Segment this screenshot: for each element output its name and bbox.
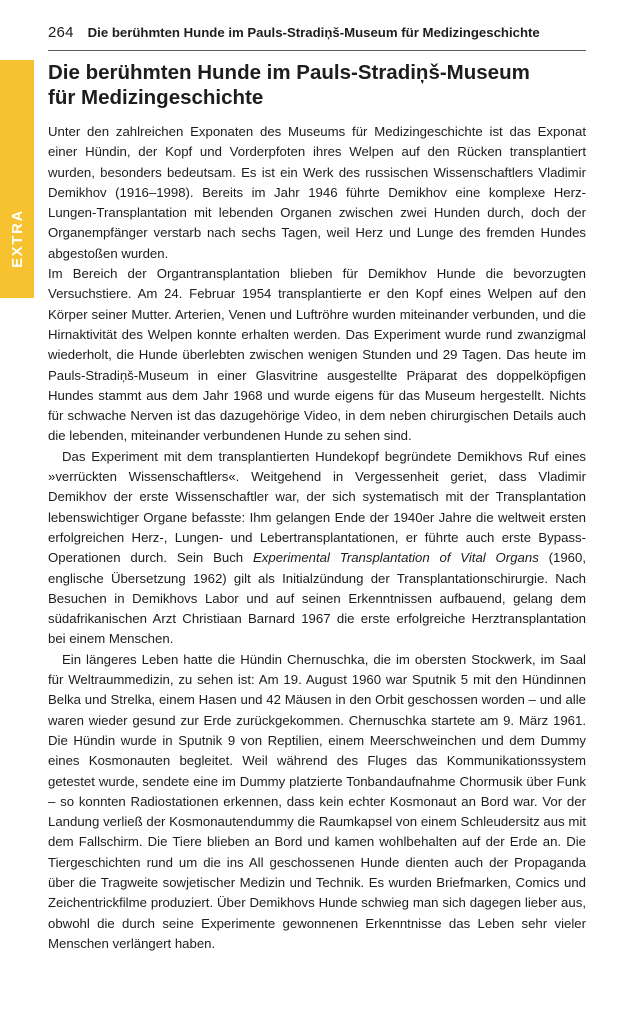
page-number: 264 [48,24,74,41]
paragraph-1: Unter den zahlreichen Exponaten des Museums für Medizingeschichte ist das Exponat einer Hündin, der Kopf und Vorderpfoten ihres Welpen auf den Rücken transplantiert wurden, besonders bedeutsam. Es ist ein Werk des russischen Wissenschaftlers Vladimir Demikhov (1916–1998). Bereits im Jahr 1946 führte Demikhov eine komplexe Herz-Lungen-Transplantation mit lebenden Organen zwischen zwei Hunden durch, doch der Organempfänger verstarb nach sechs Tagen, weil Herz und Lunge des fremden Hundes abgestoßen wurden. [48,124,586,261]
title-line-2: für Medizingeschichte [48,86,264,109]
extra-tab-label-wrapper [0,198,34,278]
book-title: Experimental Transplantation of Vital Organs [252,550,539,566]
paragraph-3 [48,447,586,650]
page-header [48,24,586,51]
running-head: Die berühmten Hunde im Pauls-Stradiņš-Museum für Medizingeschichte [87,25,540,40]
title-line-1: Die berühmten Hunde im Pauls-Stradiņš-Museum [48,61,530,84]
paragraph-4: Ein längeres Leben hatte die Hündin Chernuschka, die im obersten Stockwerk, im Saal für Weltraummedizin, zu sehen ist: Am 19. August 1960 war Sputnik 5 mit den Hündinnen Belka und Strelka, einem Hasen und 42 Mäusen in den Orbit geschossen worden – und alle waren wieder gesund zur Erde zurückgekommen. Chernuschka startete am 9. März 1961. Die Hündin wurde in Sputnik 9 von Reptilien, einem Meerschweinchen und dem Dummy eines Kosmonauten begleitet. Weil während des Fluges das Kommunikationssystem getestet wurde, sendete eine im Dummy platzierte Tonbandaufnahme Chormusik über Funk – so konnten Radiostationen erkennen, dass kein echter Kosmonaut an Bord war. Vor der Landung verließ der Kosmonautendummy die Raumkapsel von einem Schleudersitz aus mit dem Fallschirm. Die Tiere blieben an Bord und kamen wohlbehalten auf der Erde an. Die Tiergeschichten rund um die ins All geschossenen Hunde dienten auch der Propaganda über die Tragweite sowjetischer Medizin und Technik. Es wurden Briefmarken, Comics und Zeichentrickfilme produziert. Über Demikhovs Hunde schwieg man sich dagegen lieber aus, obwohl die durch seine Experimente gewonnenen Erkenntnisse das Leben sehr vieler Menschen verlängert haben. [48,651,586,951]
extra-tab-label: EXTRA [8,208,26,268]
paragraph-3-text-start: Das Experiment mit dem transplantierten Hundekopf begründete Demikhovs Ruf eines »verrückten Wissenschaftlers«. Weitgehend in Vergessenheit geriet, dass Vladimir Demikhov der erste Wissenschaftler war, der sich systematisch mit der Transplantation lebenswichtiger Organe befasste: Ihm gelangen Ende der 1940er Jahre die weltweit ersten erfolgreichen Herz-, Lungen- und Lebertransplantationen, er führte auch erste Bypass-Operationen durch. Sein Buch [48,448,586,566]
paragraph-2: Im Bereich der Organtransplantation blieben für Demikhov Hunde die bevorzugten Versuchstiere. Am 24. Februar 1954 transplantierte er den Kopf eines Welpen auf den Körper seiner Mutter. Arterien, Venen und Luftröhre wurden miteinander verbunden, und die Hirnaktivität des Welpen konnte erhalten werden. Das Experiment wurde rund zwanzigmal wiederholt, die Hunde überlebten zwischen wenigen Stunden und 29 Tagen. Das heute im Pauls-Stradiņš-Museum in einer Glasvitrine ausgestellte Präparat des doppelköpfigen Hundes stammt aus dem Jahr 1968 und wurde eigens für das Museum hergestellt. Nichts für schwache Nerven ist das dazugehörige Video, in dem neben chirurgischen Details auch die lebenden, miteinander verbundenen Hunde zu sehen sind. [48,266,586,444]
article-title [48,60,588,110]
paragraph-3-text-end: (1960, englische Übersetzung 1962) gilt als Initialzündung der Transplantationschirurgie. Nach Besuchen in Demikhovs Labor und auf seinen Erkenntnissen aufbauend, gelang dem südafrikanischen Arzt Christiaan Barnard 1967 die erste erfolgreiche Herztransplantation bei einem Menschen. [48,550,587,647]
article-body [48,122,586,954]
